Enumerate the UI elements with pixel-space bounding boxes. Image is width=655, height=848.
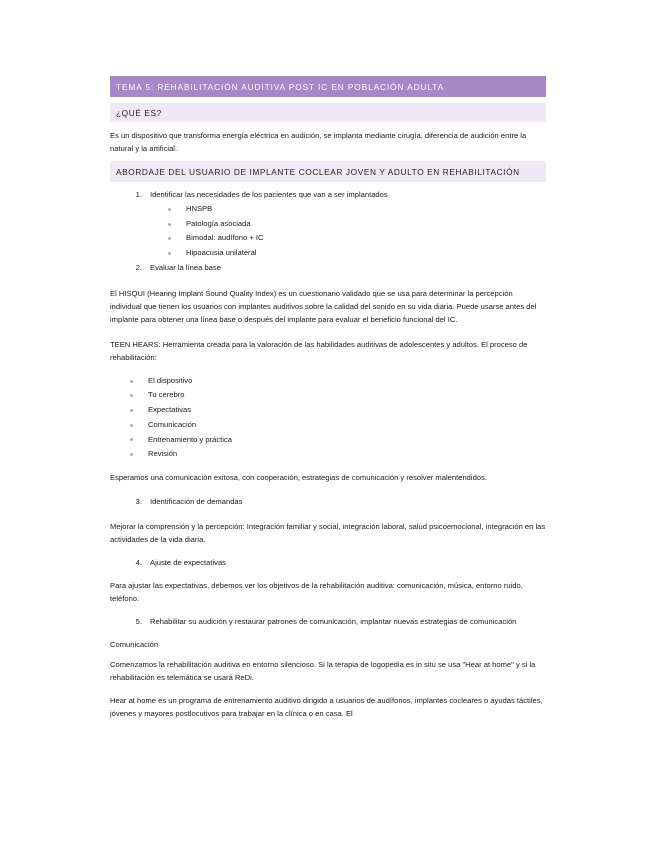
bullet-icon [130,424,133,427]
numbered-list-5 [110,615,546,628]
item-number: 5. [135,616,142,626]
bullet-icon [168,237,171,240]
section-heading-que-es: ¿QUÉ ES? [110,103,546,122]
list-item: HNSPB [168,202,546,217]
list-item: Hipoacusia unilateral [168,246,546,261]
paragraph-mejorar: Mejorar la comprensión y la percepción: Integración familiar y social, integración laboral, salud psicoemocional, integración en las actividades de la vida diaria. [110,521,546,544]
bullet-icon [168,252,171,255]
numbered-item-3 [126,495,546,508]
item-label: Ajuste de expectativas [150,557,226,567]
item-label: Evaluar la línea base [150,262,221,272]
item-label: Identificación de demandas [150,496,243,506]
paragraph-hear-at-home: Hear at home es un programa de entrenamiento auditivo dirigido a usuarios de audífonos, implantes cocleares o ayudas táctiles, jóvenes y mayores postlocutivos para trabajar en la clínica o en casa. El [110,695,543,718]
item-number: 4. [135,557,142,567]
paragraph-que-es: Es un dispositivo que transforma energía eléctrica en audición, se implanta mediante cirugía, diferencia de audición entre la natural y la artificial. [110,131,527,153]
list-item: El dispositivo [130,374,546,389]
sub-bullet-list [110,202,546,261]
bullet-icon [130,394,133,397]
item-number: 1. [135,190,142,199]
paragraph-teen-hears: TEEN HEARS: Herramienta creada para la valoración de las habilidades auditivas de adolescentes y adultos. El proceso de rehabilitación: [110,339,528,362]
item-number: 3. [135,496,142,506]
item-number: 2. [135,262,142,272]
bullet-icon [130,409,133,412]
bullet-icon [130,438,133,441]
heading-comunicacion: Comunicación [110,639,159,649]
title-band: TEMA 5: REHABILITACIÓN AUDITIVA POST IC EN POBLACIÓN ADULTA [110,76,546,97]
paragraph-comenzamos: Comenzamos la rehabilitación auditiva en entorno silencioso. Si la terapia de logopedia es in situ se usa "Hear at home" y si la rehabilitación es telemática se usará ReDi. [110,659,536,682]
bullet-icon [168,223,171,226]
document-page [110,76,546,720]
numbered-list-4 [110,556,546,569]
item-label: Rehabilitar su audición y restaurar patrones de comunicación, implantar nuevas estrategias de comunicación [150,616,517,626]
numbered-list-2 [110,261,546,274]
list-item: Patología asociada [168,217,546,232]
numbered-list-1 [110,188,546,201]
bullet-icon [130,453,133,456]
list-item: Expectativas [130,403,546,418]
item-label: Identificar las necesidades de los pacientes que van a ser implantados [150,190,388,199]
list-item: Bimodal: audífono + IC [168,231,546,246]
section-heading-abordaje: ABORDAJE DEL USUARIO DE IMPLANTE COCLEAR JOVEN Y ADULTO EN REHABILITACIÓN [110,161,546,182]
bullet-icon [130,380,133,383]
numbered-item-4 [126,556,546,569]
numbered-item-1 [126,188,546,201]
list-item: Revisión [130,447,546,462]
paragraph-ajustar: Para ajustar las expectativas, debemos ver los objetivos de la rehabilitación auditiva: comunicación, música, entorno ruido, teléfono. [110,580,523,603]
numbered-list-3 [110,495,546,508]
bullet-icon [168,208,171,211]
list-item: Entrenamiento y práctica [130,433,546,448]
process-bullet-list [110,374,546,462]
numbered-item-2 [126,261,546,274]
list-item: Tu cerebro [130,388,546,403]
paragraph-esperamos: Esperamos una comunicación exitosa, con cooperación, estrategias de comunicación y resolver malentendidos. [110,472,487,482]
paragraph-hisqui: El HISQUI (Hearing Implant Sound Quality Index) es un cuestionario validado que se usa para determinar la percepción individual que tienen los usuarios con implantes auditivos sobre la calidad del sonido en su vida diaria. Puede usarse antes del implante para obtener una línea base o después del implante para evaluar el beneficio funcional del IC. [110,288,537,325]
list-item: Comunicación [130,418,546,433]
numbered-item-5 [126,615,546,628]
